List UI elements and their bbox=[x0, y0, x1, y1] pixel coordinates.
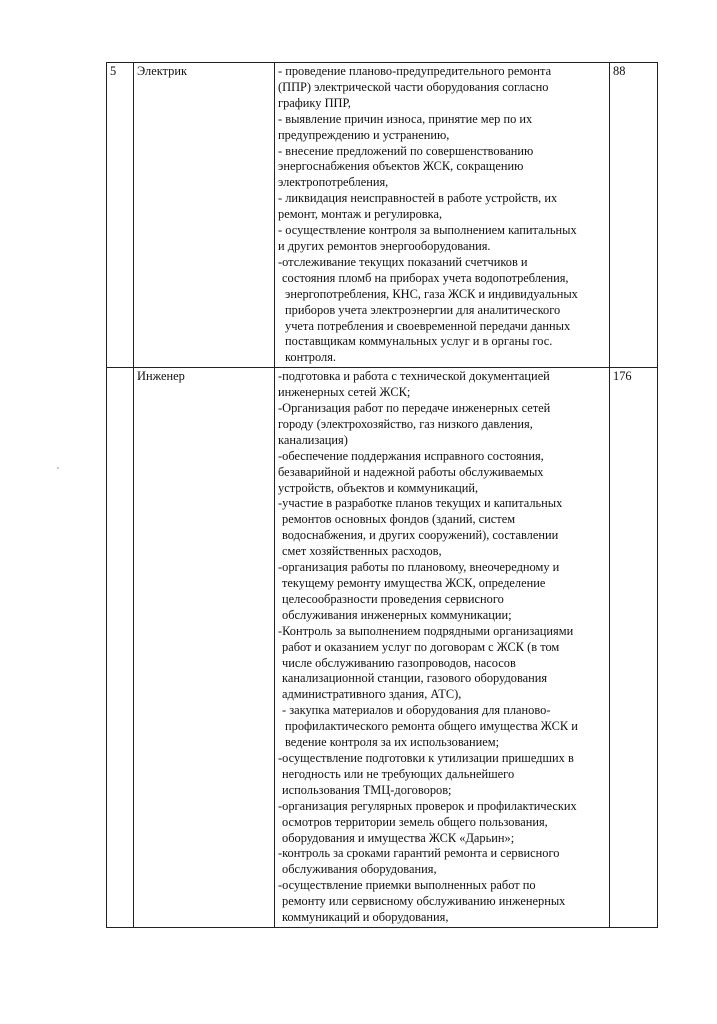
hours-cell: 176 bbox=[610, 368, 658, 928]
duty-line: -подготовка и работа с технической документацией bbox=[278, 369, 550, 384]
duty-line: смет хозяйственных расходов, bbox=[282, 544, 442, 559]
duty-line: городу (электрохозяйство, газ низкого давления, bbox=[278, 416, 533, 431]
duty-line: -организация работы по плановому, внеочередному и bbox=[278, 560, 560, 575]
duty-line: инженерных сетей ЖСК; bbox=[278, 385, 411, 400]
duty-line: ведение контроля за их использованием; bbox=[285, 735, 500, 750]
duty-line: -осуществление приемки выполненных работ по bbox=[278, 878, 536, 893]
duties-table bbox=[106, 62, 658, 928]
duty-line: административного здания, АТС), bbox=[282, 687, 462, 702]
duty-line: -контроль за сроками гарантий ремонта и сервисного bbox=[278, 846, 560, 861]
position-cell: Электрик bbox=[134, 63, 275, 368]
duty-line: -Контроль за выполнением подрядными организациями bbox=[278, 623, 574, 638]
table-row bbox=[107, 368, 658, 928]
duty-line: числе обслуживанию газопроводов, насосов bbox=[282, 655, 516, 670]
duty-line: - выявление причин износа, принятие мер по их bbox=[278, 111, 533, 126]
scan-speck bbox=[57, 467, 59, 469]
duty-line: энергопотребления, КНС, газа ЖСК и индивидуальных bbox=[285, 286, 578, 301]
duty-line: -отслеживание текущих показаний счетчиков и bbox=[278, 254, 528, 269]
hours-cell: 88 bbox=[610, 63, 658, 368]
duty-line: обслуживания оборудования, bbox=[282, 862, 437, 877]
duty-line: использования ТМЦ-договоров; bbox=[282, 782, 452, 797]
duty-line: (ППР) электрической части оборудования согласно bbox=[278, 79, 549, 94]
duty-line: обслуживания инженерных коммуникации; bbox=[282, 607, 512, 622]
duty-line: устройств, объектов и коммуникаций, bbox=[278, 480, 479, 495]
duty-line: электропотребления, bbox=[278, 175, 389, 190]
duty-line: -организация регулярных проверок и профилактических bbox=[278, 798, 577, 813]
duty-line: работ и оказанием услуг по договорам с ЖСК (в том bbox=[282, 639, 560, 654]
row-number-cell bbox=[107, 368, 134, 928]
duty-line: контроля. bbox=[285, 350, 336, 365]
duty-line: -осуществление подготовки к утилизации пришедших в bbox=[278, 750, 574, 765]
table-row bbox=[107, 63, 658, 368]
duty-line: - ликвидация неисправностей в работе устройств, их bbox=[278, 191, 558, 206]
duties-cell bbox=[275, 368, 610, 928]
duty-line: негодность или не требующих дальнейшего bbox=[282, 766, 515, 781]
duty-line: коммуникаций и оборудования, bbox=[282, 910, 449, 925]
duty-line: - проведение планово-предупредительного ремонта bbox=[278, 64, 552, 78]
duty-line: ремонт, монтаж и регулировка, bbox=[278, 207, 443, 222]
duty-line: - осуществление контроля за выполнением капитальных bbox=[278, 223, 577, 238]
duty-line: и других ремонтов энергооборудования. bbox=[278, 238, 491, 253]
duty-line: предупреждению и устранению, bbox=[278, 127, 450, 142]
duty-line: канализационной станции, газового оборудования bbox=[282, 671, 548, 686]
duty-line: целесообразности проведения сервисного bbox=[282, 591, 504, 606]
duty-line: ремонту или сервисному обслуживанию инженерных bbox=[282, 894, 566, 909]
duty-line: учета потребления и своевременной передачи данных bbox=[285, 318, 571, 333]
duty-line: энергоснабжения объектов ЖСК, сокращению bbox=[278, 159, 524, 174]
duty-line: -Организация работ по передаче инженерных сетей bbox=[278, 401, 551, 416]
duty-line: профилактического ремонта общего имущества ЖСК и bbox=[285, 719, 578, 734]
duties-cell bbox=[275, 63, 610, 368]
duty-line: осмотров территории земель общего пользования, bbox=[282, 814, 548, 829]
duty-line: ремонтов основных фондов (зданий, систем bbox=[282, 512, 516, 527]
duty-line: - закупка материалов и оборудования для планово- bbox=[282, 703, 551, 718]
duty-line: водоснабжения, и других сооружений), составлении bbox=[282, 528, 559, 543]
duty-line: поставщикам коммунальных услуг и в органы гос. bbox=[285, 334, 553, 349]
duty-line: безаварийной и надежной работы обслуживаемых bbox=[278, 464, 544, 479]
duty-line: -обеспечение поддержания исправного состояния, bbox=[278, 448, 544, 463]
duty-line: - внесение предложений по совершенствованию bbox=[278, 143, 534, 158]
duty-line: графику ППР, bbox=[278, 95, 351, 110]
position-cell: Инженер bbox=[134, 368, 275, 928]
duty-line: канализация) bbox=[278, 432, 348, 447]
duty-line: -участие в разработке планов текущих и капитальных bbox=[278, 496, 563, 511]
duty-line: текущему ремонту имущества ЖСК, определение bbox=[282, 576, 546, 590]
duty-line: приборов учета электроэнергии для аналитического bbox=[285, 302, 561, 317]
duty-line: состояния пломб на приборах учета водопотребления, bbox=[282, 270, 569, 285]
row-number-cell: 5 bbox=[107, 63, 134, 368]
duty-line: оборудования и имущества ЖСК «Дарьин»; bbox=[282, 830, 515, 845]
